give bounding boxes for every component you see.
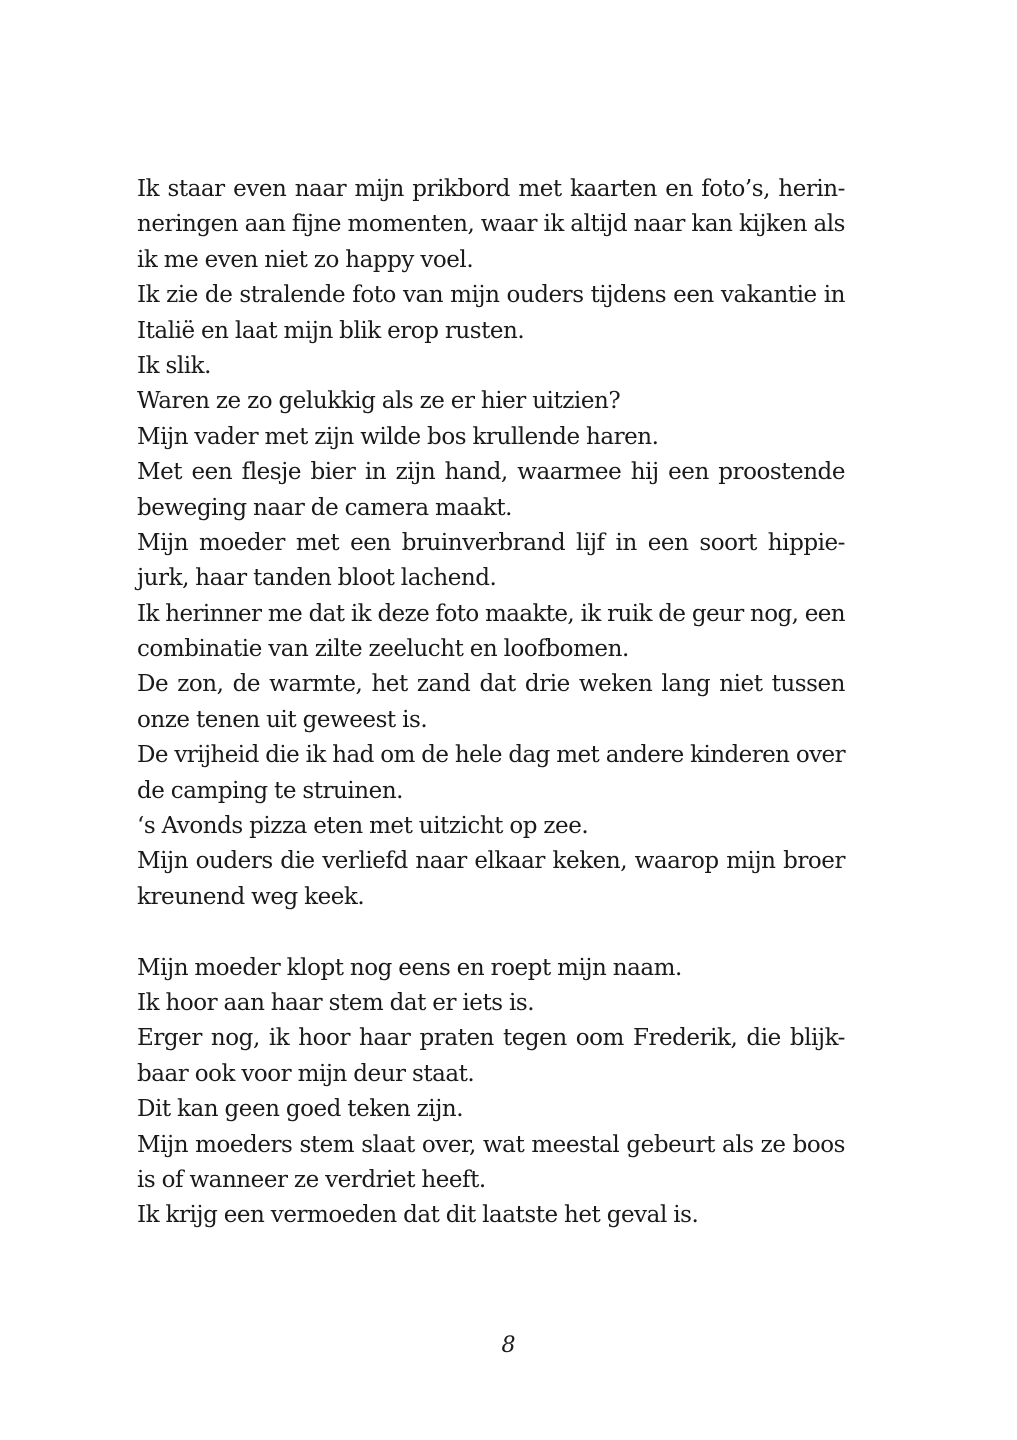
text-line: beweging naar de camera maakt. (137, 494, 513, 521)
text-line: De zon, de warmte, het zand dat drie weken lang niet tussen (137, 671, 845, 698)
text-line: De vrijheid die ik had om de hele dag met andere kinderen over (137, 742, 845, 769)
body-text (137, 172, 845, 1234)
text-line: Ik slik. (137, 352, 211, 379)
text-line: Ik herinner me dat ik deze foto maakte, ik ruik de geur nog, een (137, 600, 845, 627)
text-line: jurk, haar tanden bloot lachend. (137, 565, 497, 592)
text-line: combinatie van zilte zeelucht en loofbomen. (137, 636, 629, 663)
text-line: Ik hoor aan haar stem dat er iets is. (137, 989, 535, 1016)
text-line: Mijn moeder met een bruinverbrand lijf in een soort hippie- (137, 529, 845, 556)
text-line: Mijn moeder klopt nog eens en roept mijn naam. (137, 954, 682, 981)
text-line: Erger nog, ik hoor haar praten tegen oom Frederik, die blijk- (137, 1025, 845, 1052)
text-line: baar ook voor mijn deur staat. (137, 1060, 475, 1087)
text-line: Mijn vader met zijn wilde bos krullende haren. (137, 423, 659, 450)
text-line: Ik staar even naar mijn prikbord met kaarten en foto’s, herin- (137, 176, 845, 202)
text-line: onze tenen uit geweest is. (137, 706, 428, 733)
text-line: Waren ze zo gelukkig als ze er hier uitzien? (137, 388, 621, 415)
text-line: Mijn moeders stem slaat over, wat meestal gebeurt als ze boos (137, 1131, 845, 1158)
text-line: neringen aan fijne momenten, waar ik altijd naar kan kijken als (137, 211, 845, 238)
text-line: Met een flesje bier in zijn hand, waarmee hij een proostende (137, 459, 845, 486)
text-line: Ik krijg een vermoeden dat dit laatste het geval is. (137, 1202, 699, 1229)
paragraph-break (137, 915, 845, 950)
text-line: ik me even niet zo happy voel. (137, 246, 474, 273)
text-line: Ik zie de stralende foto van mijn ouders tijdens een vakantie in (137, 282, 845, 309)
text-line: ‘s Avonds pizza eten met uitzicht op zee. (137, 813, 589, 840)
page-number: 8 (501, 1333, 516, 1358)
text-line: Mijn ouders die verliefd naar elkaar keken, waarop mijn broer (137, 848, 845, 875)
text-line: Italië en laat mijn blik erop rusten. (137, 317, 525, 344)
text-line: kreunend weg keek. (137, 883, 365, 910)
text-line: de camping te struinen. (137, 777, 404, 804)
text-line: Dit kan geen goed teken zijn. (137, 1096, 464, 1123)
text-line: is of wanneer ze verdriet heeft. (137, 1166, 486, 1193)
